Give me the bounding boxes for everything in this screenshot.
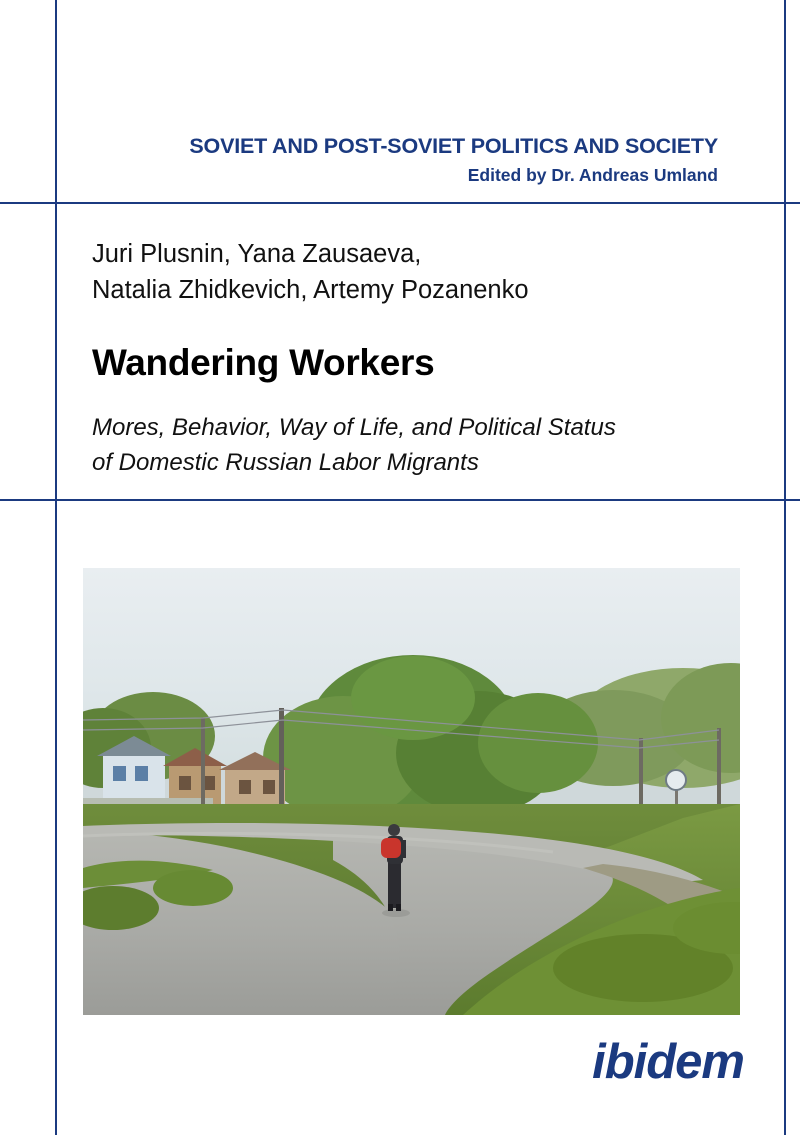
- authors-block: [92, 236, 752, 308]
- series-title: SOVIET AND POST-SOVIET POLITICS AND SOCIETY: [189, 134, 718, 158]
- bottom-horizontal-rule: [0, 499, 800, 501]
- series-header: [88, 134, 718, 185]
- right-vertical-rule: [784, 0, 786, 1135]
- author-line-2: Natalia Zhidkevich, Artemy Pozanenko: [92, 276, 529, 305]
- book-subtitle: [92, 411, 772, 480]
- subtitle-line-2: of Domestic Russian Labor Migrants: [92, 448, 479, 476]
- cover-photograph: [83, 568, 740, 1015]
- subtitle-line-1: Mores, Behavior, Way of Life, and Political Status: [92, 414, 616, 441]
- publisher-logo: ibidem: [592, 1035, 744, 1089]
- rural-road-with-walking-worker-illustration: [83, 568, 740, 1015]
- author-line-1: Juri Plusnin, Yana Zausaeva,: [92, 240, 422, 268]
- left-vertical-rule: [55, 0, 57, 1135]
- top-horizontal-rule: [0, 202, 800, 204]
- series-editor: Edited by Dr. Andreas Umland: [467, 164, 718, 185]
- page-title: Wandering Workers: [92, 342, 435, 383]
